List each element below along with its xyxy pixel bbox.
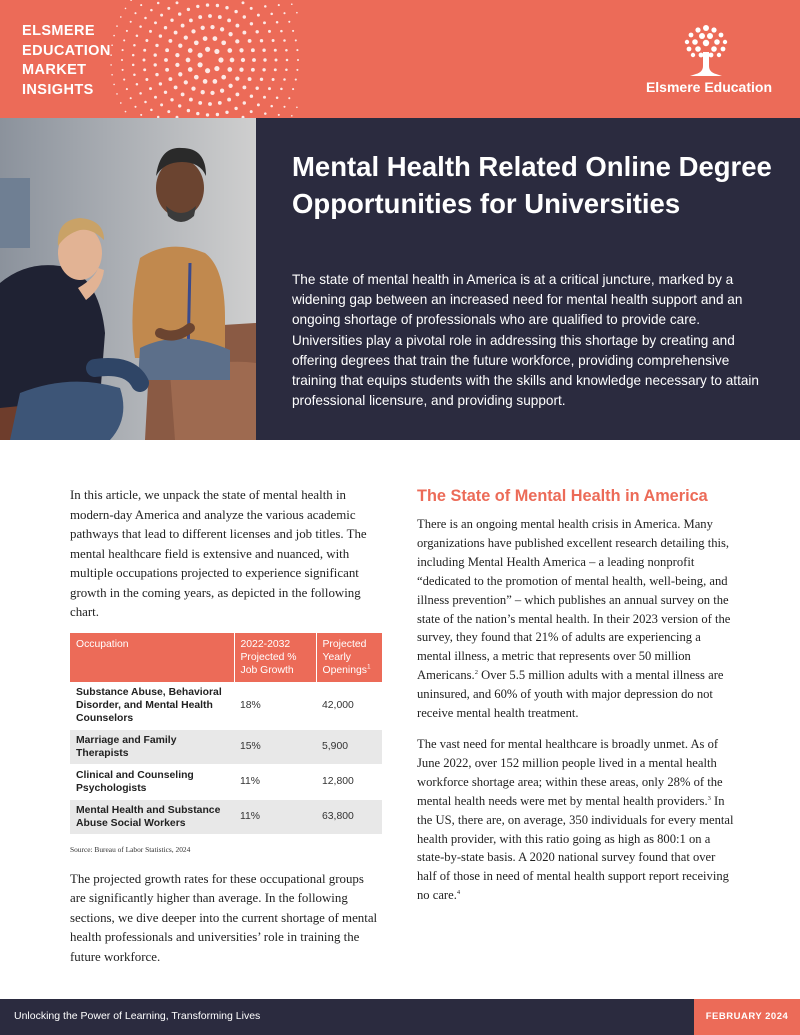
table-header-row	[70, 633, 382, 682]
hero-intro: The state of mental health in America is at a critical juncture, marked by a widening gap between an increased need for mental health support and an ongoing shortage of professionals who are qualified to provide care. Universities play a pivotal role in addressing this shortage by creating and offering degrees that train the future workforce, providing comprehensive training that equips students with the skills and knowledge necessary to attain professional licensure, and providing support.	[292, 272, 759, 409]
table-row	[70, 764, 382, 799]
logo-text: Elsmere Education	[645, 79, 772, 95]
footnote-marker: 4	[456, 889, 461, 897]
brand-wordmark	[22, 22, 111, 100]
column-header: Occupation	[70, 633, 234, 682]
hero-panel	[256, 118, 800, 440]
right-column	[417, 485, 735, 905]
paragraph-text: Over 5.5 million adults with a mental illness are uninsured, and 60% of youth with major depression do not receive mental health treatment.	[417, 668, 724, 721]
table-row	[70, 682, 382, 730]
header-bar	[0, 0, 800, 118]
occupation-table	[70, 633, 382, 835]
state-paragraph-2	[417, 735, 735, 905]
footnote-marker: 1	[366, 663, 371, 671]
column-header-text: Projected Yearly Openings	[322, 638, 367, 676]
openings-cell: 42,000	[316, 682, 382, 730]
paragraph-text: In the US, there are, on average, 350 individuals for every mental health provider, with this ratio going as high as 800:1 on a state-by-state basis. A 2020 national survey found that over half of those in need of mental health support report receiving no care.	[417, 793, 734, 903]
section-heading: The State of Mental Health in America	[417, 487, 708, 505]
left-column	[70, 486, 382, 967]
occupation-cell: Mental Health and Substance Abuse Social Workers	[70, 799, 234, 834]
brand-line: ELSMERE	[22, 23, 95, 39]
openings-cell: 12,800	[316, 764, 382, 799]
footer-tagline: Unlocking the Power of Learning, Transforming Lives	[14, 1010, 261, 1022]
occupation-cell: Marriage and Family Therapists	[70, 729, 234, 764]
footnote-marker: 3	[707, 794, 711, 802]
column-header	[316, 633, 382, 682]
openings-cell: 5,900	[316, 729, 382, 764]
brand-line: INSIGHTS	[22, 81, 94, 98]
state-paragraph-1	[417, 515, 735, 723]
page-title: Mental Health Related Online Degree Opportunities for Universities	[292, 151, 772, 219]
occupation-cell: Substance Abuse, Behavioral Disorder, and Mental Health Counselors	[70, 682, 234, 730]
intro-paragraph: In this article, we unpack the state of mental health in modern-day America and analyze the various academic pathways that lead to different licenses and job titles. The mental healthcare field is extensive and nuanced, with multiple occupations projected to experience significant growth in the coming years, as depicted in the following chart.	[70, 488, 367, 619]
table-row	[70, 729, 382, 764]
footer-bar	[0, 999, 800, 1035]
openings-cell: 63,800	[316, 799, 382, 834]
paragraph-text: There is an ongoing mental health crisis in America. Many organizations have published excellent research detailing this, including Mental Health America – a leading nonprofit “dedicated to the promotion of mental health, well-being, and illness prevention” – which publishes an annual survey on the state of the nation’s mental health. In their 2023 version of the survey, they found that 21% of adults are experiencing a mental illness, a metric that represents over 50 million Americans.	[417, 517, 731, 683]
brand-line: MARKET	[22, 62, 87, 78]
column-header: 2022-2032 Projected % Job Growth	[234, 633, 316, 682]
closing-paragraph: The projected growth rates for these occupational groups are significantly higher than average. In the following sections, we dive deeper into the current shortage of mental health professionals and universities’ role in training the future workforce.	[70, 871, 378, 964]
growth-cell: 18%	[234, 682, 316, 730]
growth-cell: 11%	[234, 799, 316, 834]
occupation-cell: Clinical and Counseling Psychologists	[70, 764, 234, 799]
brand-line: EDUCATION	[22, 42, 111, 59]
hero-photo	[0, 118, 256, 440]
growth-cell: 11%	[234, 764, 316, 799]
counseling-session-illustration	[0, 118, 256, 440]
footer-date: FEBRUARY 2024	[694, 999, 800, 1035]
dot-pattern-decoration	[110, 0, 300, 118]
table-source-note: Source: Bureau of Labor Statistics, 2024	[70, 844, 191, 854]
tree-icon	[678, 22, 734, 80]
table-row	[70, 799, 382, 834]
growth-cell: 15%	[234, 729, 316, 764]
paragraph-text: The vast need for mental healthcare is broadly unmet. As of June 2022, over 152 million people lived in a mental health workforce shortage area; within these areas, only 28% of the mental health needs were met by mental health providers.	[417, 736, 723, 808]
footnote-marker: 2	[474, 669, 478, 677]
